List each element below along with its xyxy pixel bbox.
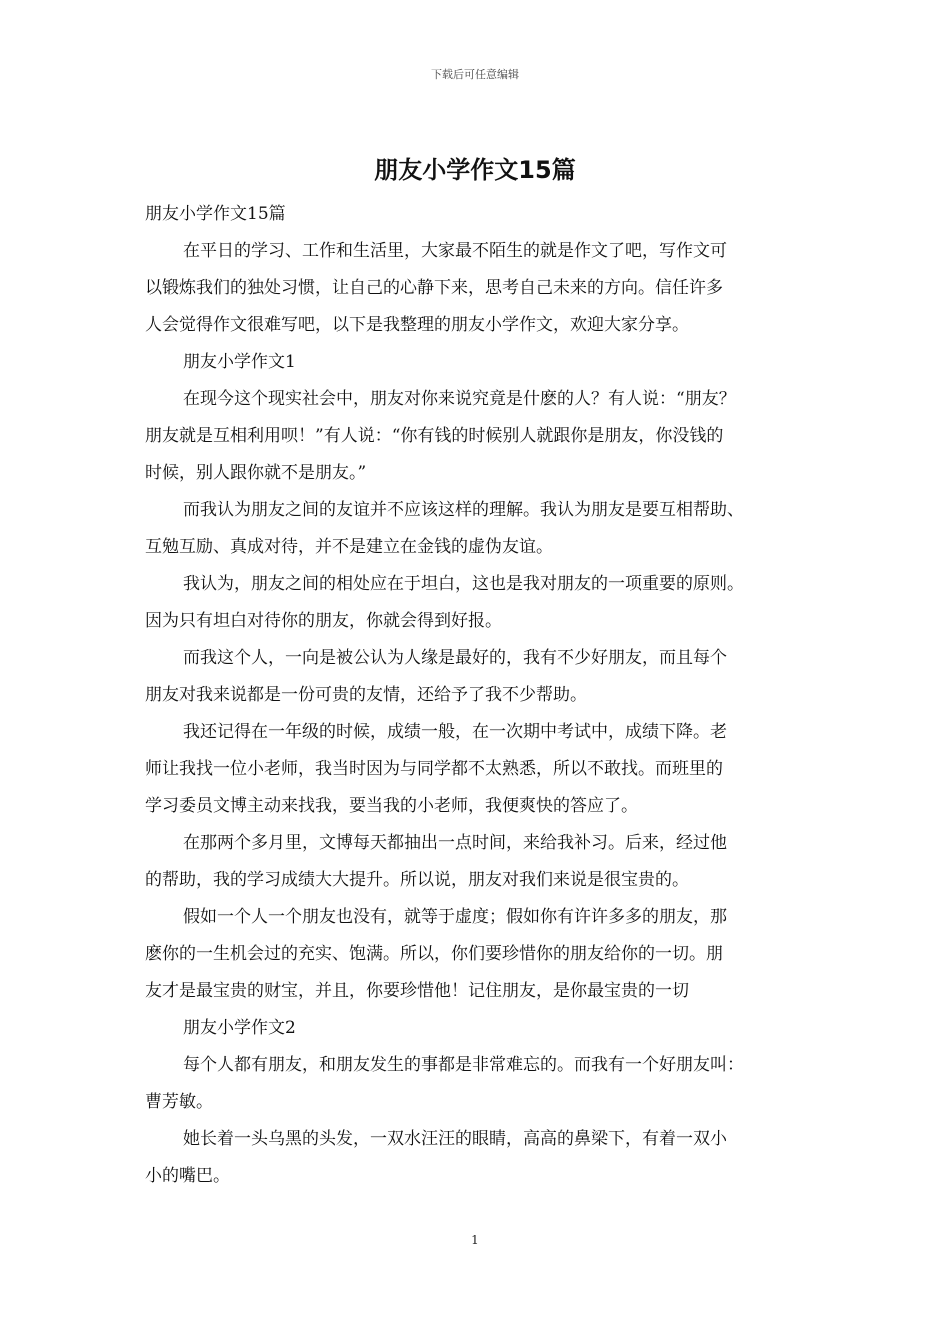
text-line: 而我认为朋友之间的友谊并不应该这样的理解。我认为朋友是要互相帮助、: [183, 500, 744, 520]
text-line: 我认为，朋友之间的相处应在于坦白，这也是我对朋友的一项重要的原则。: [183, 574, 744, 594]
text-line: 时候，别人跟你就不是朋友。”: [145, 463, 367, 483]
text-line: 麽你的一生机会过的充实、饱满。所以，你们要珍惜你的朋友给你的一切。朋: [145, 944, 723, 964]
text-line: 师让我找一位小老师，我当时因为与同学都不太熟悉，所以不敢找。而班里的: [145, 759, 723, 779]
text-line: 朋友小学作文2: [183, 1018, 296, 1038]
page-number: 1: [471, 1233, 479, 1247]
text-line: 朋友小学作文1: [183, 352, 296, 372]
text-line: 人会觉得作文很难写吧，以下是我整理的朋友小学作文，欢迎大家分享。: [145, 315, 689, 335]
text-line: 友才是最宝贵的财宝，并且，你要珍惜他！记住朋友，是你最宝贵的一切: [145, 981, 689, 1001]
text-line: 朋友对我来说都是一份可贵的友情，还给予了我不少帮助。: [145, 685, 587, 705]
text-line: 以锻炼我们的独处习惯，让自己的心静下来，思考自己未来的方向。信任许多: [145, 278, 723, 298]
page-header-note: 下载后可任意编辑: [431, 68, 519, 81]
text-line: 互勉互励、真成对待，并不是建立在金钱的虚伪友谊。: [145, 537, 553, 557]
text-line: 而我这个人，一向是被公认为人缘是最好的，我有不少好朋友，而且每个: [183, 648, 727, 668]
text-line: 假如一个人一个朋友也没有，就等于虚度；假如你有许许多多的朋友，那: [183, 907, 727, 927]
text-line: 的帮助，我的学习成绩大大提升。所以说，朋友对我们来说是很宝贵的。: [145, 870, 689, 890]
text-line: 小的嘴巴。: [145, 1166, 230, 1186]
text-line: 她长着一头乌黑的头发，一双水汪汪的眼睛，高高的鼻梁下，有着一双小: [183, 1129, 727, 1149]
text-line: 在现今这个现实社会中，朋友对你来说究竟是什麽的人？有人说：“朋友？: [183, 389, 736, 409]
text-line: 我还记得在一年级的时候，成绩一般，在一次期中考试中，成绩下降。老: [183, 722, 727, 742]
text-line: 因为只有坦白对待你的朋友，你就会得到好报。: [145, 611, 502, 631]
text-line: 朋友就是互相利用呗！”有人说：“你有钱的时候别人就跟你是朋友，你没钱的: [145, 426, 724, 446]
text-line: 在平日的学习、工作和生活里，大家最不陌生的就是作文了吧，写作文可: [183, 241, 727, 261]
text-line: 在那两个多月里，文博每天都抽出一点时间，来给我补习。后来，经过他: [183, 833, 727, 853]
text-line: 每个人都有朋友，和朋友发生的事都是非常难忘的。而我有一个好朋友叫：: [183, 1055, 744, 1075]
text-line: 朋友小学作文15篇: [145, 204, 286, 224]
text-line: 曹芳敏。: [145, 1092, 213, 1112]
document-body: [145, 196, 807, 1195]
text-line: 学习委员文博主动来找我，要当我的小老师，我便爽快的答应了。: [145, 796, 638, 816]
document-title: 朋友小学作文15篇: [374, 156, 576, 184]
